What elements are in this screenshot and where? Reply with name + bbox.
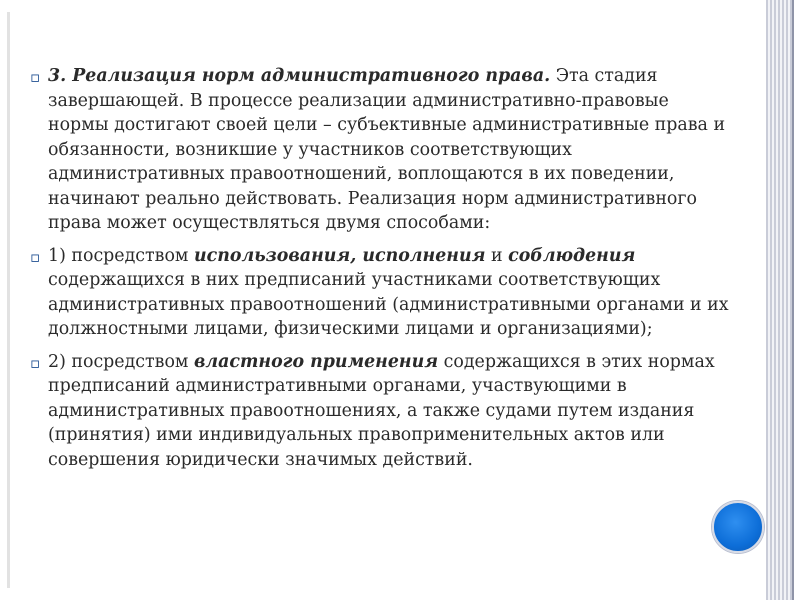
right-frame-edge [792,0,800,600]
emphasis-term: властного применения [194,351,439,372]
paragraph-text: содержащихся в этих нормах предписаний административными органами, участвующими в административных правоотношениях, а также судами путем издания (принятия) ими индивидуальных правоприменительных актов или совершения юридически значимых действий. [48,351,715,470]
bullet-icon: ▫ [30,247,41,266]
emphasis-term: соблюдения [508,245,636,266]
left-frame-line [7,12,10,588]
right-decorative-stripes [766,0,792,600]
paragraph-text: 1) посредством [48,245,194,266]
paragraph-method-2 [30,350,732,473]
emphasis-term: использования, исполнения [194,245,486,266]
bullet-icon: ▫ [30,353,41,372]
bullet-icon: ▫ [30,68,41,86]
paragraph-method-1 [30,244,732,342]
paragraph-stage-3 [30,64,732,236]
blue-circle-icon [712,501,764,553]
section-heading: 3. Реализация норм административного права. [48,66,551,86]
paragraph-text: 2) посредством [48,351,194,372]
paragraph-text: Эта стадия завершающей. В процессе реализации административно-правовые нормы достигают своей цели – субъективные административные права и обязанности, возникшие у участников соответствующих административных правоотношений, воплощаются в их поведении, начинают реально действовать. Реализация норм административного права может осуществляться двумя способами: [48,66,726,233]
slide-body-text [30,64,732,480]
paragraph-text: и [485,245,509,266]
paragraph-text: содержащихся в них предписаний участниками соответствующих административных правоотношений (административными органами и их должностными лицами, физическими лицами и организациями); [48,270,729,339]
